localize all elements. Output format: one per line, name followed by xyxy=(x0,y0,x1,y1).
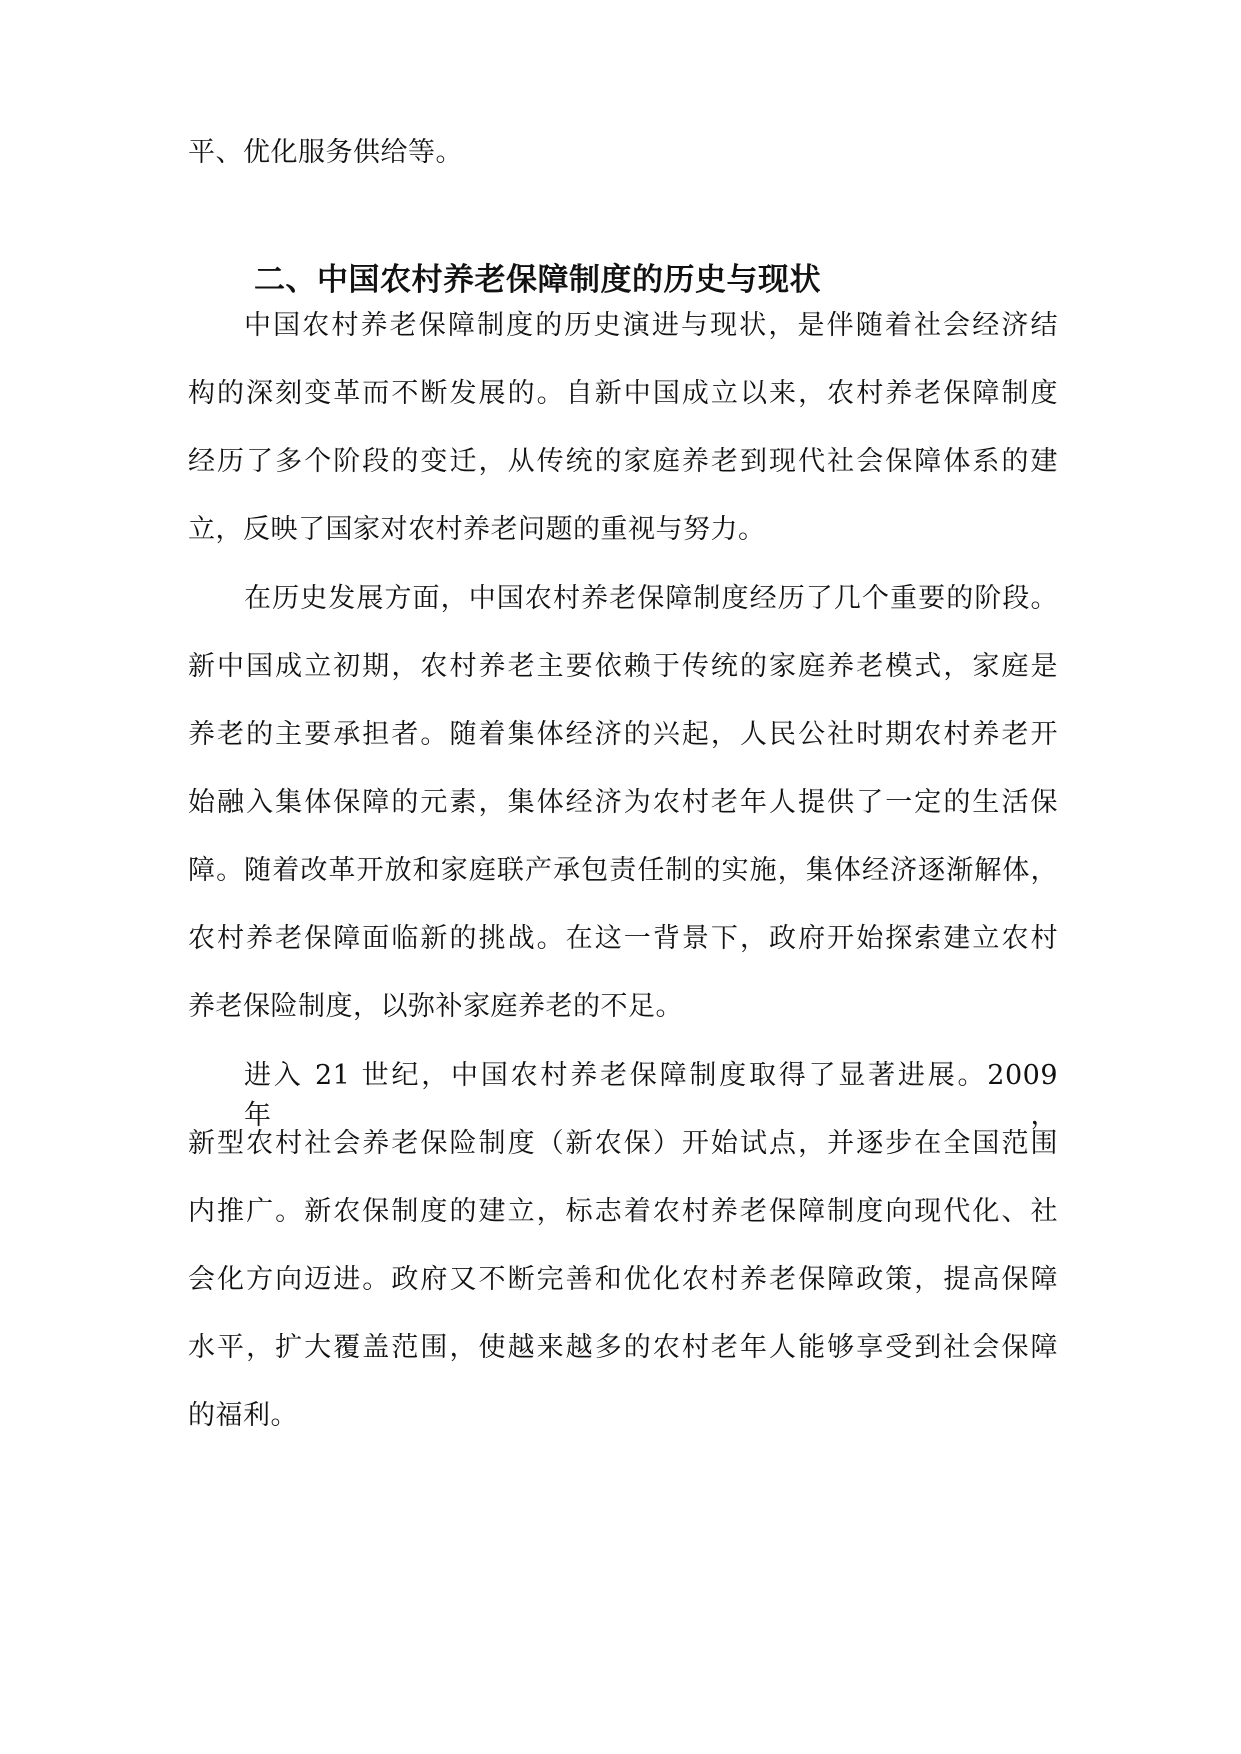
text-line: 立，反映了国家对农村养老问题的重视与努力。 xyxy=(188,514,766,545)
text-line: 平、优化服务供给等。 xyxy=(188,137,463,168)
text-line: 新中国成立初期，农村养老主要依赖于传统的家庭养老模式，家庭是 xyxy=(188,651,1058,682)
text-line: 经历了多个阶段的变迁，从传统的家庭养老到现代社会保障体系的建 xyxy=(188,446,1058,477)
text-line: 构的深刻变革而不断发展的。自新中国成立以来，农村养老保障制度 xyxy=(188,378,1058,409)
text-line: 水平，扩大覆盖范围，使越来越多的农村老年人能够享受到社会保障 xyxy=(188,1332,1058,1363)
text-line: 养老保险制度，以弥补家庭养老的不足。 xyxy=(188,991,683,1022)
section-heading: 二、中国农村养老保障制度的历史与现状 xyxy=(254,262,821,298)
text-line: 始融入集体保障的元素，集体经济为农村老年人提供了一定的生活保 xyxy=(188,787,1058,818)
text-line: 新型农村社会养老保险制度（新农保）开始试点，并逐步在全国范围 xyxy=(188,1128,1058,1159)
text-line: 养老的主要承担者。随着集体经济的兴起，人民公社时期农村养老开 xyxy=(188,719,1058,750)
text-line: 在历史发展方面，中国农村养老保障制度经历了几个重要的阶段。 xyxy=(244,583,1058,614)
text-line: 进入 21 世纪，中国农村养老保障制度取得了显著进展。2009 年， xyxy=(244,1060,1058,1131)
text-line: 中国农村养老保障制度的历史演进与现状，是伴随着社会经济结 xyxy=(244,310,1058,341)
text-line: 内推广。新农保制度的建立，标志着农村养老保障制度向现代化、社 xyxy=(188,1196,1058,1227)
text-line: 会化方向迈进。政府又不断完善和优化农村养老保障政策，提高保障 xyxy=(188,1264,1058,1295)
text-line: 的福利。 xyxy=(188,1400,298,1431)
text-line: 障。随着改革开放和家庭联产承包责任制的实施，集体经济逐渐解体， xyxy=(188,855,1058,886)
text-line: 农村养老保障面临新的挑战。在这一背景下，政府开始探索建立农村 xyxy=(188,923,1058,954)
